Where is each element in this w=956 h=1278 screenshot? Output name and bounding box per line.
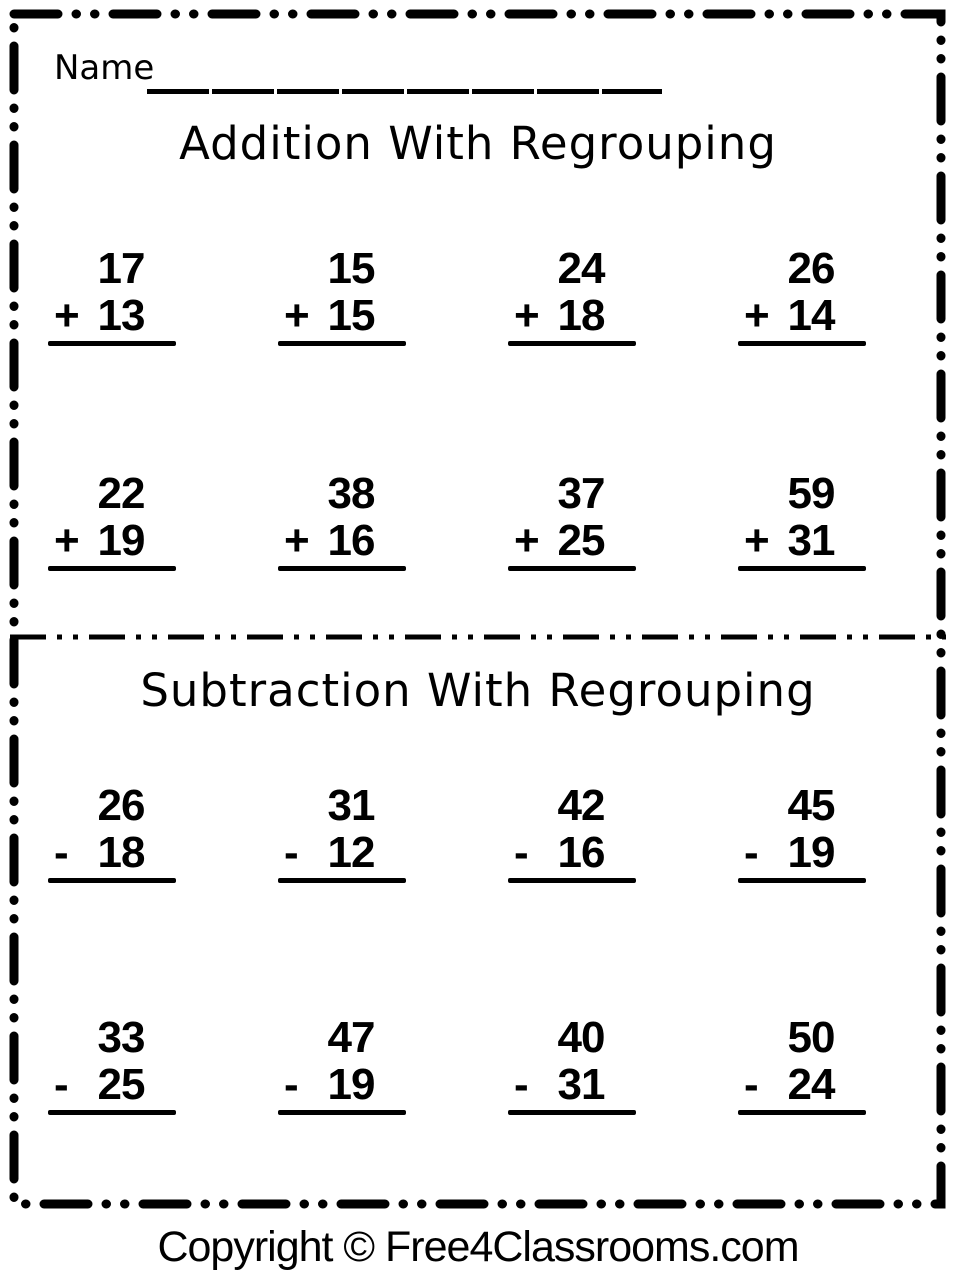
top-operand: 26 — [787, 244, 835, 293]
top-operand: 17 — [97, 244, 145, 293]
bottom-operand: 13 — [97, 291, 145, 340]
addition-problem-5 — [48, 471, 176, 571]
operator: + — [54, 291, 79, 340]
subtraction-problem-1 — [48, 783, 176, 883]
bottom-operand: 16 — [557, 828, 605, 877]
top-operand: 37 — [557, 469, 605, 518]
top-operand: 24 — [557, 244, 605, 293]
addition-problem-7 — [508, 471, 636, 571]
answer-line — [738, 341, 866, 346]
answer-line — [738, 1110, 866, 1115]
addition-problem-3 — [508, 246, 636, 346]
answer-line — [48, 878, 176, 883]
operator: - — [514, 1060, 528, 1109]
subtraction-problem-2 — [278, 783, 406, 883]
operator: - — [54, 828, 68, 877]
subtraction-problems-row-2 — [48, 1015, 956, 1115]
operator: - — [744, 828, 758, 877]
bottom-operand: 14 — [787, 291, 835, 340]
top-operand: 40 — [557, 1013, 605, 1062]
addition-problem-4 — [738, 246, 866, 346]
top-operand: 31 — [327, 781, 375, 830]
addition-problem-6 — [278, 471, 406, 571]
answer-line — [508, 1110, 636, 1115]
operator: - — [284, 828, 298, 877]
bottom-operand: 19 — [787, 828, 835, 877]
answer-line — [508, 566, 636, 571]
bottom-operand: 31 — [787, 516, 835, 565]
addition-problems-row-1 — [48, 246, 956, 346]
operator: - — [514, 828, 528, 877]
bottom-operand: 31 — [557, 1060, 605, 1109]
answer-line — [48, 341, 176, 346]
subtraction-problems-row-1 — [48, 783, 956, 883]
top-operand: 38 — [327, 469, 375, 518]
top-operand: 47 — [327, 1013, 375, 1062]
bottom-operand: 19 — [97, 516, 145, 565]
bottom-operand: 18 — [97, 828, 145, 877]
answer-line — [508, 341, 636, 346]
operator: + — [744, 291, 769, 340]
operator: + — [744, 516, 769, 565]
answer-line — [278, 1110, 406, 1115]
operator: - — [54, 1060, 68, 1109]
bottom-operand: 15 — [327, 291, 375, 340]
name-blank-line — [147, 89, 662, 94]
subtraction-section-title: Subtraction With Regrouping — [140, 664, 816, 717]
bottom-operand: 24 — [787, 1060, 835, 1109]
subtraction-problem-8 — [738, 1015, 866, 1115]
bottom-operand: 25 — [97, 1060, 145, 1109]
top-operand: 33 — [97, 1013, 145, 1062]
operator: - — [284, 1060, 298, 1109]
top-operand: 22 — [97, 469, 145, 518]
top-operand: 50 — [787, 1013, 835, 1062]
top-operand: 26 — [97, 781, 145, 830]
subtraction-problem-5 — [48, 1015, 176, 1115]
operator: + — [514, 516, 539, 565]
addition-section-title: Addition With Regrouping — [179, 117, 777, 170]
bottom-operand: 12 — [327, 828, 375, 877]
answer-line — [48, 566, 176, 571]
addition-problem-1 — [48, 246, 176, 346]
bottom-operand: 19 — [327, 1060, 375, 1109]
answer-line — [738, 566, 866, 571]
answer-line — [278, 878, 406, 883]
name-label: Name — [54, 48, 155, 88]
top-operand: 15 — [327, 244, 375, 293]
top-operand: 45 — [787, 781, 835, 830]
operator: + — [284, 291, 309, 340]
top-operand: 42 — [557, 781, 605, 830]
operator: + — [54, 516, 79, 565]
subtraction-problem-4 — [738, 783, 866, 883]
answer-line — [508, 878, 636, 883]
operator: + — [284, 516, 309, 565]
subtraction-problem-7 — [508, 1015, 636, 1115]
bottom-operand: 16 — [327, 516, 375, 565]
bottom-operand: 25 — [557, 516, 605, 565]
subtraction-problem-6 — [278, 1015, 406, 1115]
operator: - — [744, 1060, 758, 1109]
addition-problem-2 — [278, 246, 406, 346]
answer-line — [278, 341, 406, 346]
subtraction-problem-3 — [508, 783, 636, 883]
answer-line — [278, 566, 406, 571]
answer-line — [48, 1110, 176, 1115]
addition-problems-row-2 — [48, 471, 956, 571]
operator: + — [514, 291, 539, 340]
top-operand: 59 — [787, 469, 835, 518]
addition-problem-8 — [738, 471, 866, 571]
copyright-text: Copyright © Free4Classrooms.com — [157, 1223, 799, 1271]
answer-line — [738, 878, 866, 883]
bottom-operand: 18 — [557, 291, 605, 340]
